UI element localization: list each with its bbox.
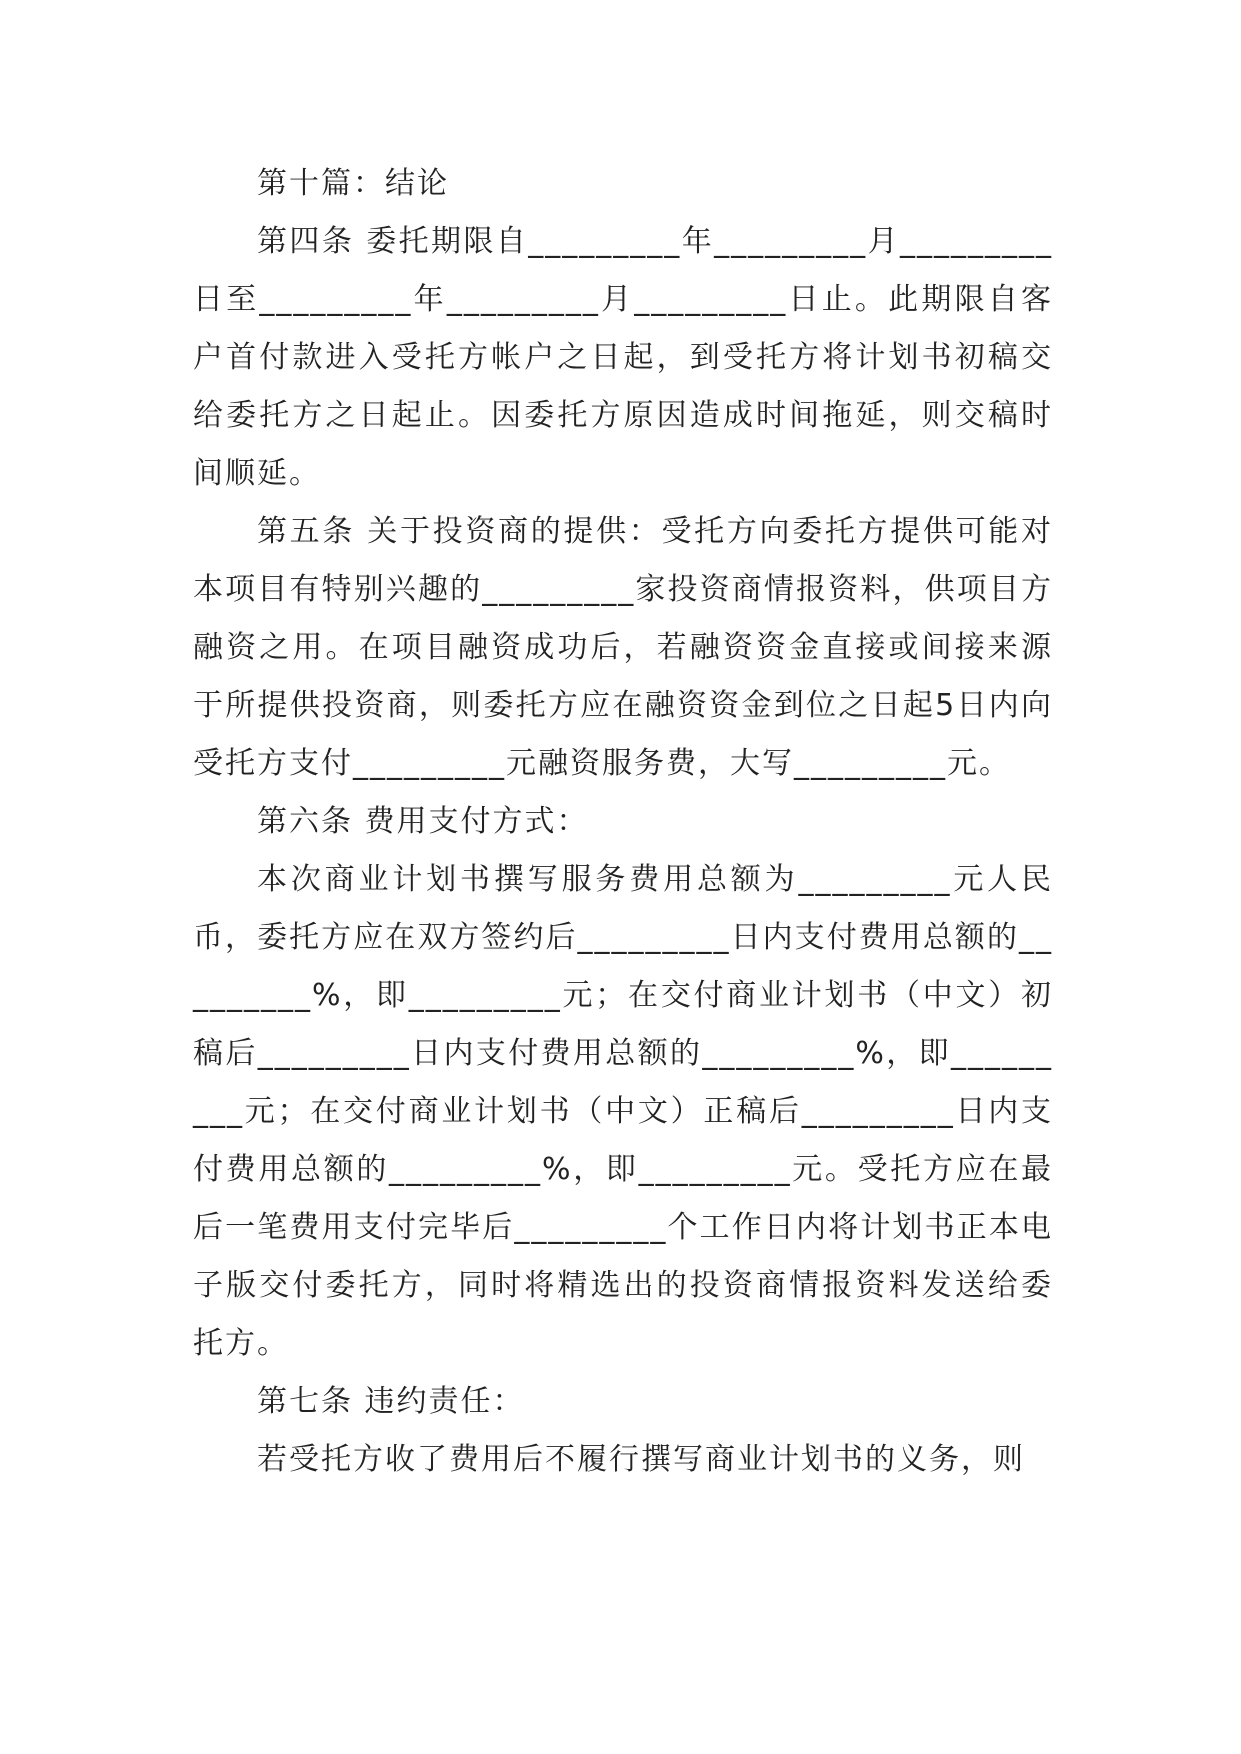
article-4-paragraph: 第四条 委托期限自_________年_________月_________日至_________年_________月_________日止。此期限自客户首付款进入受托方帐户之日起，到受托方将计划书初稿交给委托方之日起止。因委托方原因造成时间拖延，则交稿时间顺延。 (193, 224, 1053, 491)
section-heading: 第十篇：结论 (257, 166, 449, 201)
document-body (193, 155, 1053, 1489)
article-5-paragraph: 第五条 关于投资商的提供：受托方向委托方提供可能对本项目有特别兴趣的_________家投资商情报资料，供项目方融资之用。在项目融资成功后，若融资资金直接或间接来源于所提供投资商，则委托方应在融资资金到位之日起5日内向受托方支付_________元融资服务费，大写_________元。 (193, 514, 1053, 781)
article-7-heading: 第七条 违约责任： (257, 1384, 525, 1419)
article-6-heading: 第六条 费用支付方式： (257, 804, 589, 839)
article-7-paragraph: 若受托方收了费用后不履行撰写商业计划书的义务，则 (257, 1442, 1025, 1477)
article-6-paragraph: 本次商业计划书撰写服务费用总额为_________元人民币，委托方应在双方签约后_________日内支付费用总额的_________%，即_________元；在交付商业计划书（中文）初稿后_________日内支付费用总额的_________%，即_________元；在交付商业计划书（中文）正稿后_________日内支付费用总额的_________%，即_________元。受托方应在最后一笔费用支付完毕后_________个工作日内将计划书正本电子版交付委托方，同时将精选出的投资商情报资料发送给委托方。 (193, 862, 1053, 1361)
